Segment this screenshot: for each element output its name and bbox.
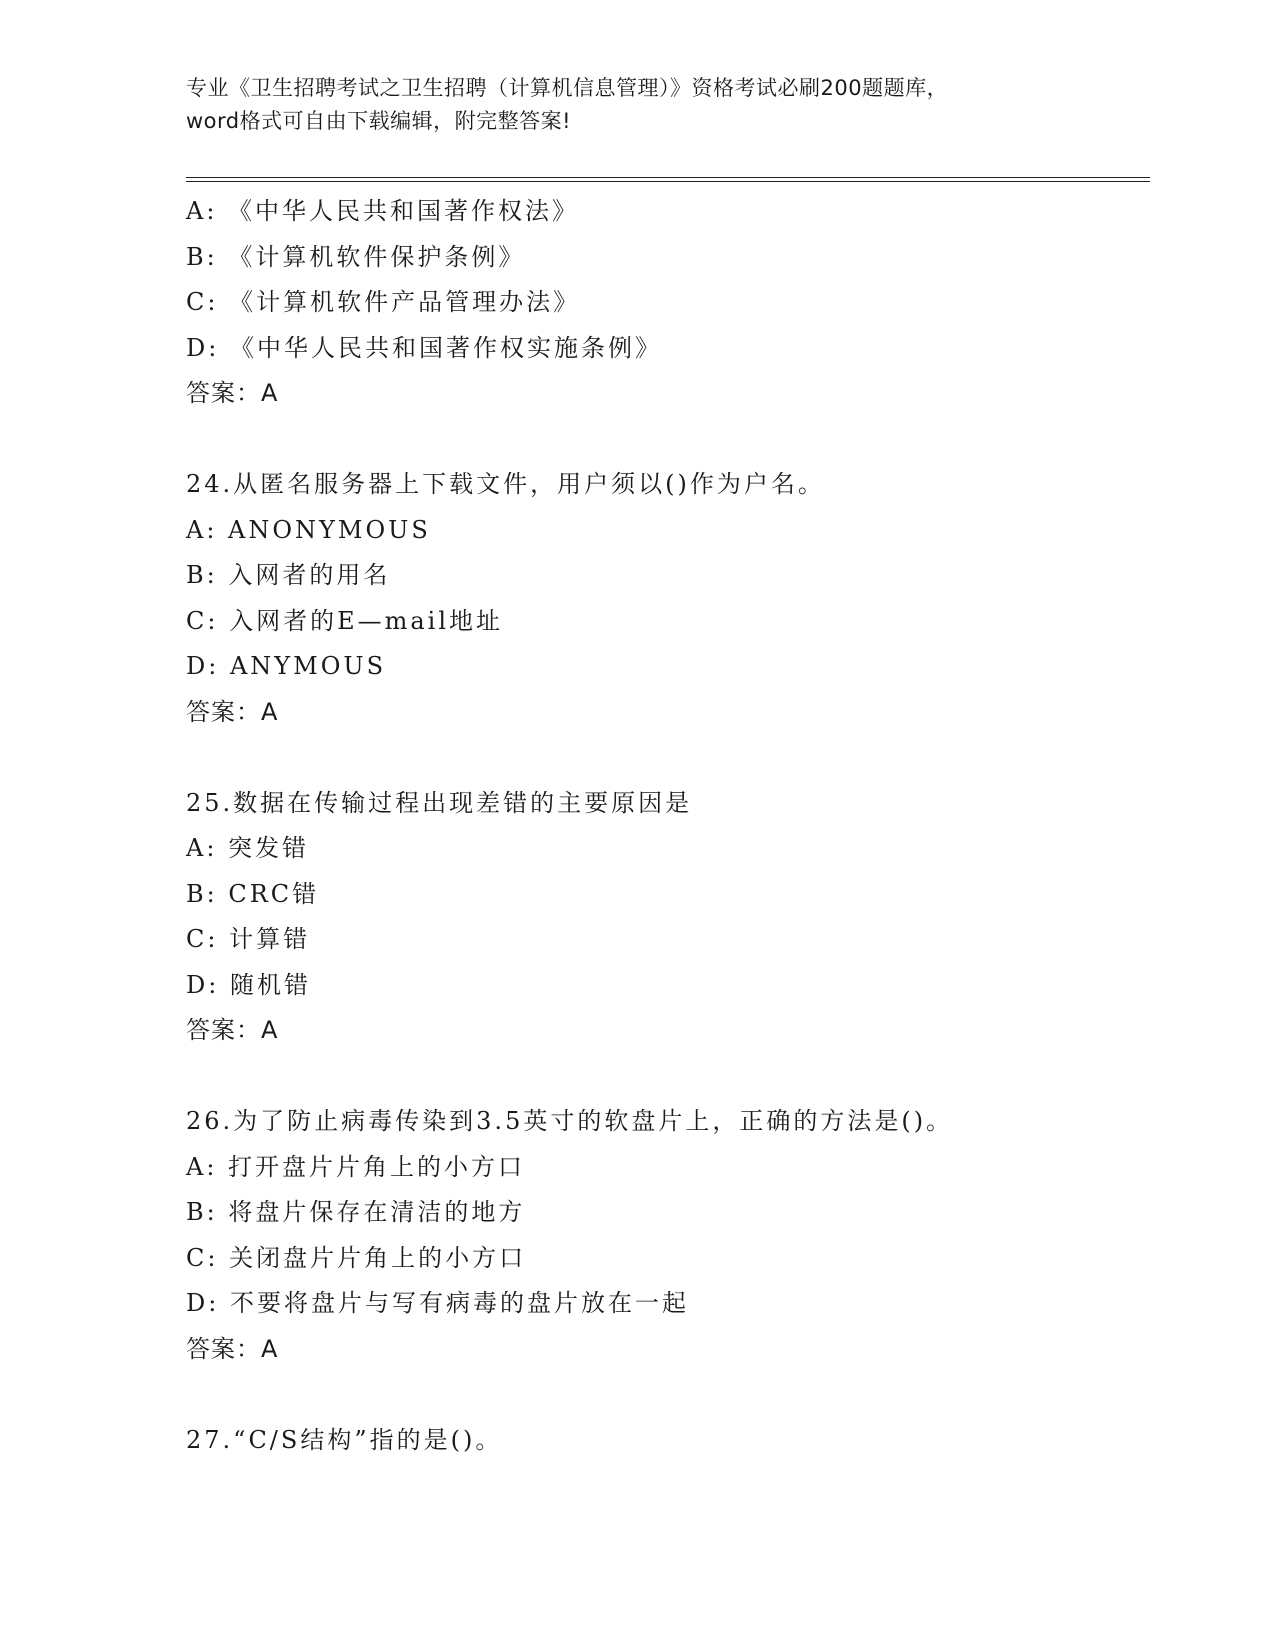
question-25 [186,781,1146,1054]
question-text: 25.数据在传输过程出现差错的主要原因是 [186,788,693,817]
answer: 答案：A [186,1016,279,1044]
question-text: 27.“C/S结构”指的是()。 [186,1425,503,1454]
option-d: D: 《中华人民共和国著作权实施条例》 [186,333,662,362]
option-d: D: 随机错 [186,970,311,999]
option-b: B: 入网者的用名 [186,561,391,589]
answer: 答案：A [186,1334,279,1363]
question-list [186,189,1146,1463]
option-b: B: 将盘片保存在清洁的地方 [186,1198,526,1226]
question-27 [186,1418,1146,1464]
spacer [186,735,1146,781]
header-divider-top [186,177,1150,178]
option-a: A: 《中华人民共和国著作权法》 [186,197,580,225]
question-24 [186,462,1146,735]
option-d: D: ANYMOUS [186,652,387,680]
option-c: C: 计算错 [186,925,311,953]
header-line-1: 专业《卫生招聘考试之卫生招聘（计算机信息管理）》资格考试必刷200题题库， [186,76,949,100]
option-a: A: ANONYMOUS [186,515,431,544]
option-a: A: 打开盘片片角上的小方口 [186,1152,526,1181]
answer: 答案：A [186,379,279,407]
question-text: 24.从匿名服务器上下载文件，用户须以()作为户名。 [186,470,825,498]
option-b: B: CRC错 [186,879,320,908]
question-text: 26.为了防止病毒传染到3.5英寸的软盘片上，正确的方法是()。 [186,1107,954,1135]
question-23 [186,189,1146,417]
spacer [186,1054,1146,1100]
spacer [186,1372,1146,1418]
header-divider-bottom [186,181,1150,182]
question-26 [186,1099,1146,1372]
option-c: C: 入网者的E—mail地址 [186,606,504,635]
spacer [186,417,1146,463]
header-line-2: word格式可自由下载编辑，附完整答案! [186,109,572,133]
option-b: B: 《计算机软件保护条例》 [186,242,526,271]
option-c: C: 《计算机软件产品管理办法》 [186,288,581,316]
option-d: D: 不要将盘片与写有病毒的盘片放在一起 [186,1289,689,1317]
option-c: C: 关闭盘片片角上的小方口 [186,1243,527,1272]
option-a: A: 突发错 [186,834,310,862]
answer: 答案：A [186,697,279,726]
document-header [186,72,1086,138]
